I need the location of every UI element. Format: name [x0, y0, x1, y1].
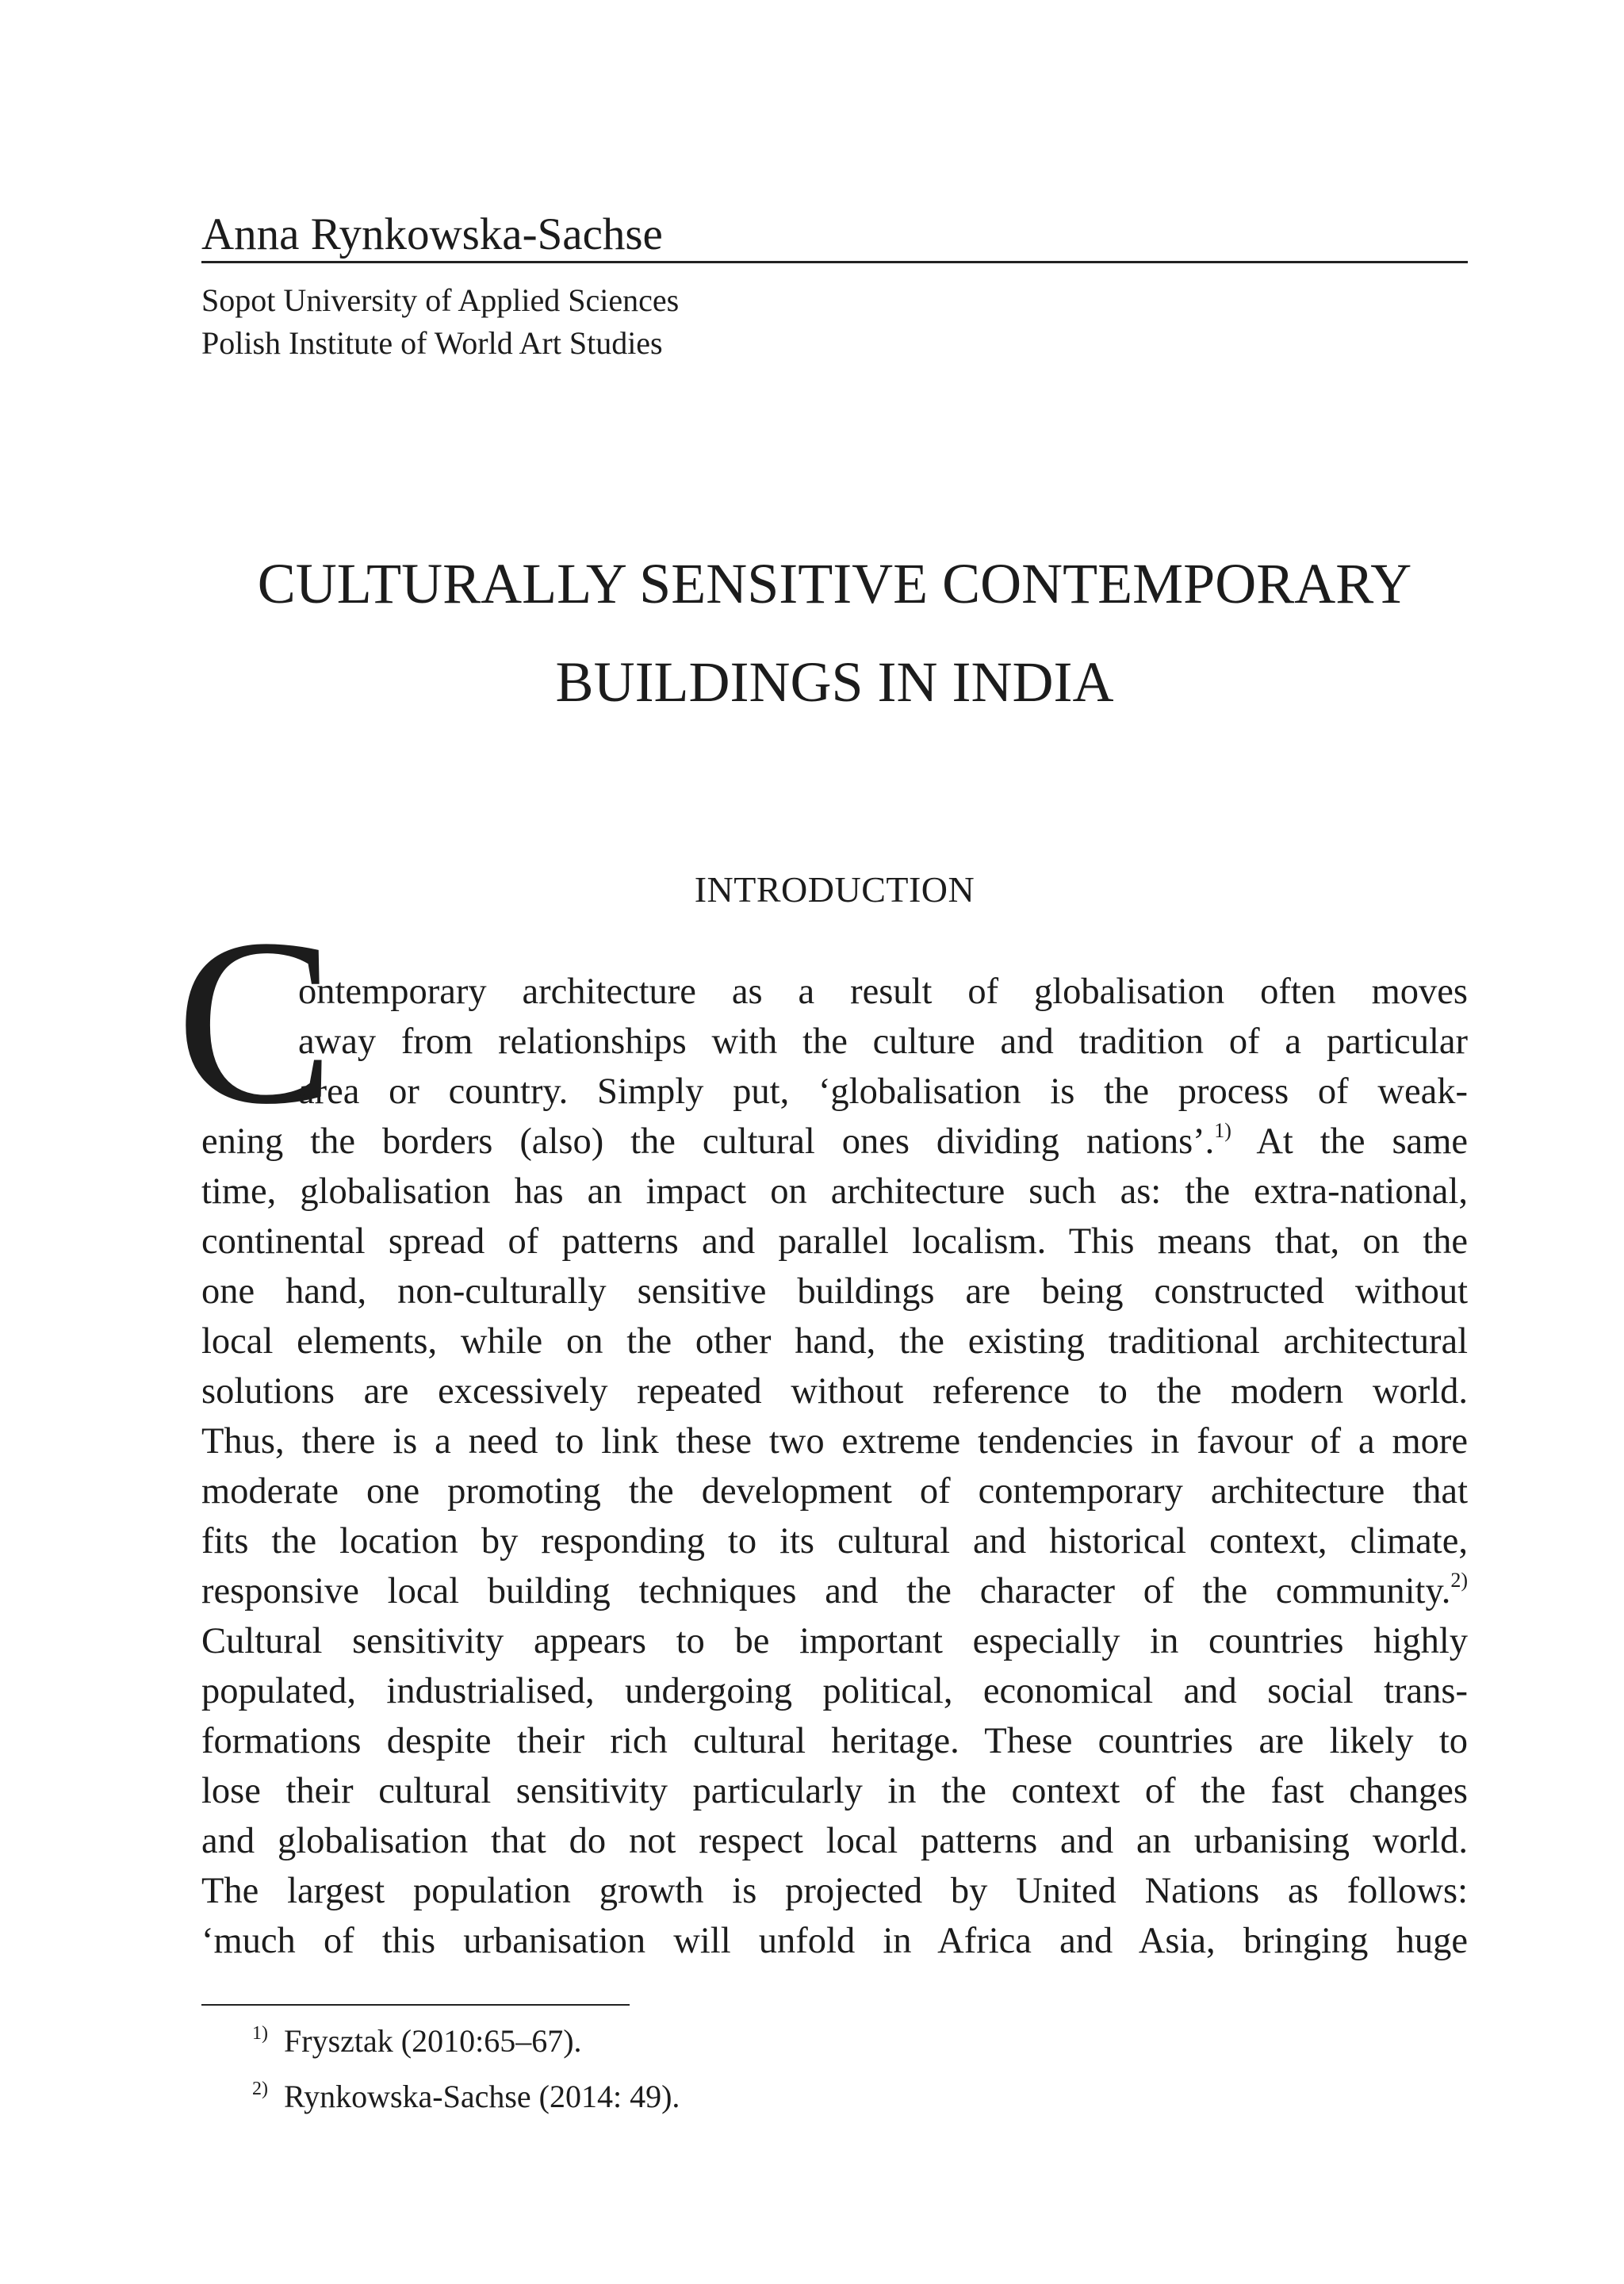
body-line: and globalisation that do not respect local patterns and an urbanising world. — [201, 1821, 1468, 1861]
footnote-2-marker: 2) — [252, 2079, 268, 2099]
body-line-text: At the same — [1256, 1121, 1468, 1162]
affiliation-2: Polish Institute of World Art Studies — [201, 325, 663, 361]
body-line: The largest population growth is projected by United Nations as follows: — [201, 1871, 1468, 1911]
body-line: away from relationships with the culture and tradition of a particular — [298, 1021, 1468, 1062]
affiliation-1: Sopot University of Applied Sciences — [201, 282, 680, 318]
body-line: time, globalisation has an impact on architecture such as: the extra-national, — [201, 1171, 1468, 1212]
body-line: formations despite their rich cultural heritage. These countries are likely to — [201, 1721, 1468, 1761]
body-line: lose their cultural sensitivity particularly in the context of the fast changes — [201, 1771, 1468, 1811]
author-name: Anna Rynkowska-Sachse — [201, 209, 663, 259]
footnote-1-marker: 1) — [252, 2023, 268, 2044]
body-line: area or country. Simply put, ‘globalisation is the process of weak- — [298, 1071, 1468, 1112]
footnote-2-text: Rynkowska-Sachse (2014: 49). — [284, 2079, 680, 2114]
paper-title-line-1: CULTURALLY SENSITIVE CONTEMPORARY — [257, 552, 1412, 615]
body-line: solutions are excessively repeated without reference to the modern world. — [201, 1371, 1468, 1412]
body-line: ontemporary architecture as a result of globalisation often moves — [298, 971, 1468, 1012]
footnote-ref-2: 2) — [1450, 1569, 1468, 1592]
body-line: continental spread of patterns and parallel localism. This means that, on the — [201, 1221, 1468, 1262]
body-line: Thus, there is a need to link these two extreme tendencies in favour of a more — [201, 1421, 1468, 1462]
body-line: moderate one promoting the development of contemporary architecture that — [201, 1471, 1468, 1512]
body-line-with-footnote-2 — [201, 1566, 1468, 1616]
footnote-1-text: Frysztak (2010:65–67). — [284, 2023, 582, 2059]
drop-cap: C — [176, 890, 335, 1153]
footnote-ref-1: 1) — [1214, 1119, 1231, 1142]
body-line: ‘much of this urbanisation will unfold in Africa and Asia, bringing huge — [201, 1921, 1468, 1961]
body-line: Cultural sensitivity appears to be important especially in countries highly — [201, 1621, 1468, 1661]
body-line: fits the location by responding to its cultural and historical context, climate, — [201, 1521, 1468, 1562]
body-line-text: ening the borders (also) the cultural ones dividing nations’. — [201, 1121, 1215, 1162]
body-line: local elements, while on the other hand, the existing traditional architectural — [201, 1321, 1468, 1362]
body-line-text: responsive local building techniques and the character of the community. — [201, 1571, 1451, 1611]
footnote-2 — [252, 2075, 680, 2119]
author-divider — [201, 261, 1468, 263]
body-line: populated, industrialised, undergoing political, economical and social trans- — [201, 1671, 1468, 1711]
body-line: one hand, non-culturally sensitive buildings are being constructed without — [201, 1271, 1468, 1312]
footnote-1 — [252, 2019, 582, 2064]
footnote-divider — [201, 2004, 630, 2006]
body-line-with-footnote-1 — [201, 1117, 1468, 1167]
section-heading: INTRODUCTION — [694, 869, 975, 910]
paper-title-line-2: BUILDINGS IN INDIA — [555, 650, 1114, 714]
